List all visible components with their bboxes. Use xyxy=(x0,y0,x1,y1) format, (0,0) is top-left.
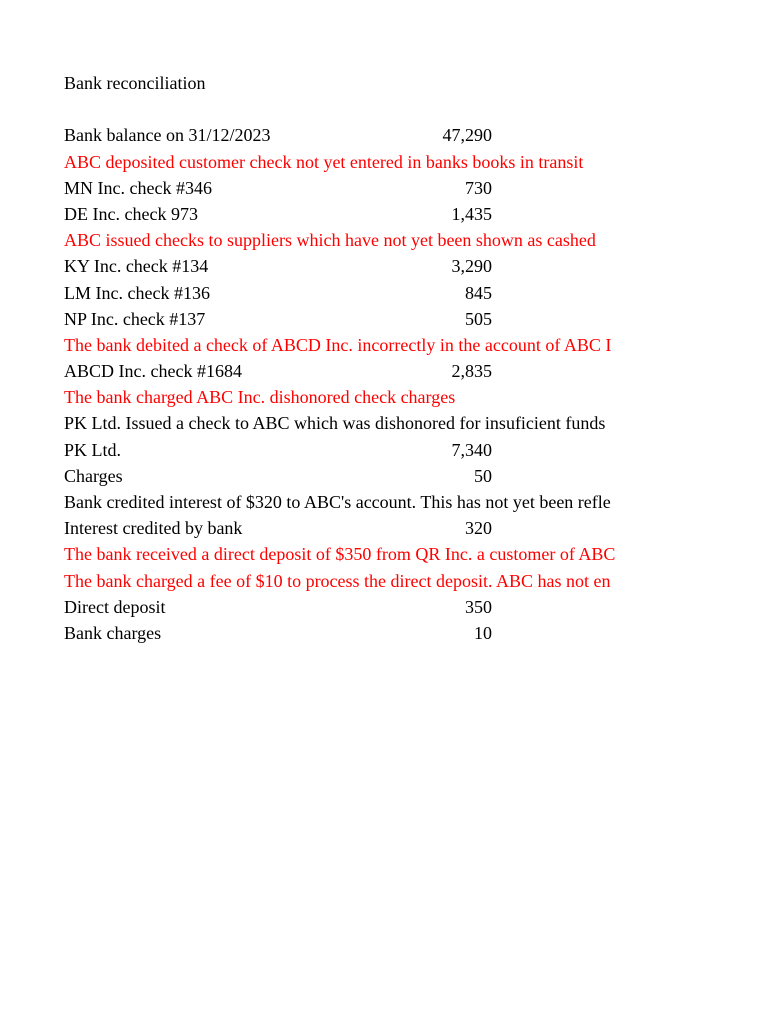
note-row xyxy=(64,489,674,515)
item-row xyxy=(64,175,674,201)
item-amount: 320 xyxy=(465,518,492,539)
item-row xyxy=(64,306,674,332)
note-text: ABC issued checks to suppliers which have not yet been shown as cashed xyxy=(64,230,596,251)
item-label: Charges xyxy=(64,465,123,486)
note-text: The bank charged a fee of $10 to process the direct deposit. ABC has not en xyxy=(64,570,611,591)
item-row xyxy=(64,201,674,227)
item-row xyxy=(64,463,674,489)
item-row xyxy=(64,437,674,463)
item-row xyxy=(64,280,674,306)
note-text: Bank credited interest of $320 to ABC's account. This has not yet been refle xyxy=(64,492,611,512)
opening-balance-row xyxy=(64,122,674,148)
note-row xyxy=(64,227,674,253)
title-row xyxy=(64,70,674,96)
note-text: ABC deposited customer check not yet entered in banks books in transit xyxy=(64,151,584,172)
item-row xyxy=(64,515,674,541)
item-amount: 1,435 xyxy=(451,203,492,224)
note-row xyxy=(64,384,674,410)
item-amount: 3,290 xyxy=(451,256,492,277)
note-row xyxy=(64,149,674,175)
item-label: NP Inc. check #137 xyxy=(64,308,206,329)
item-amount: 505 xyxy=(465,308,492,329)
item-row xyxy=(64,253,674,279)
item-amount: 845 xyxy=(465,282,492,303)
item-label: PK Ltd. xyxy=(64,439,122,460)
opening-balance-amount: 47,290 xyxy=(442,125,492,146)
item-label: MN Inc. check #346 xyxy=(64,177,212,198)
item-row xyxy=(64,358,674,384)
note-row xyxy=(64,332,674,358)
item-label: LM Inc. check #136 xyxy=(64,282,210,303)
item-label: ABCD Inc. check #1684 xyxy=(64,361,242,382)
blank-row xyxy=(64,96,674,122)
reconciliation-rows xyxy=(64,149,674,647)
sheet-title: Bank reconciliation xyxy=(64,73,206,93)
note-row xyxy=(64,568,674,594)
note-text: The bank received a direct deposit of $350 from QR Inc. a customer of ABC xyxy=(64,544,616,565)
item-amount: 2,835 xyxy=(451,361,492,382)
item-label: DE Inc. check 973 xyxy=(64,203,198,224)
item-amount: 350 xyxy=(465,596,492,617)
item-amount: 730 xyxy=(465,177,492,198)
note-text: The bank debited a check of ABCD Inc. incorrectly in the account of ABC I xyxy=(64,334,612,355)
note-row xyxy=(64,541,674,567)
item-row xyxy=(64,620,674,646)
item-label: KY Inc. check #134 xyxy=(64,256,209,277)
item-amount: 7,340 xyxy=(451,439,492,460)
item-row xyxy=(64,594,674,620)
item-label: Bank charges xyxy=(64,622,162,643)
item-label: Direct deposit xyxy=(64,596,166,617)
note-row xyxy=(64,410,674,436)
item-amount: 10 xyxy=(474,622,492,643)
note-text: PK Ltd. Issued a check to ABC which was dishonored for insuficient funds xyxy=(64,413,606,434)
opening-balance-label: Bank balance on 31/12/2023 xyxy=(64,125,271,146)
note-text: The bank charged ABC Inc. dishonored check charges xyxy=(64,387,456,408)
spreadsheet-content xyxy=(64,70,674,646)
item-label: Interest credited by bank xyxy=(64,518,243,539)
item-amount: 50 xyxy=(474,465,492,486)
